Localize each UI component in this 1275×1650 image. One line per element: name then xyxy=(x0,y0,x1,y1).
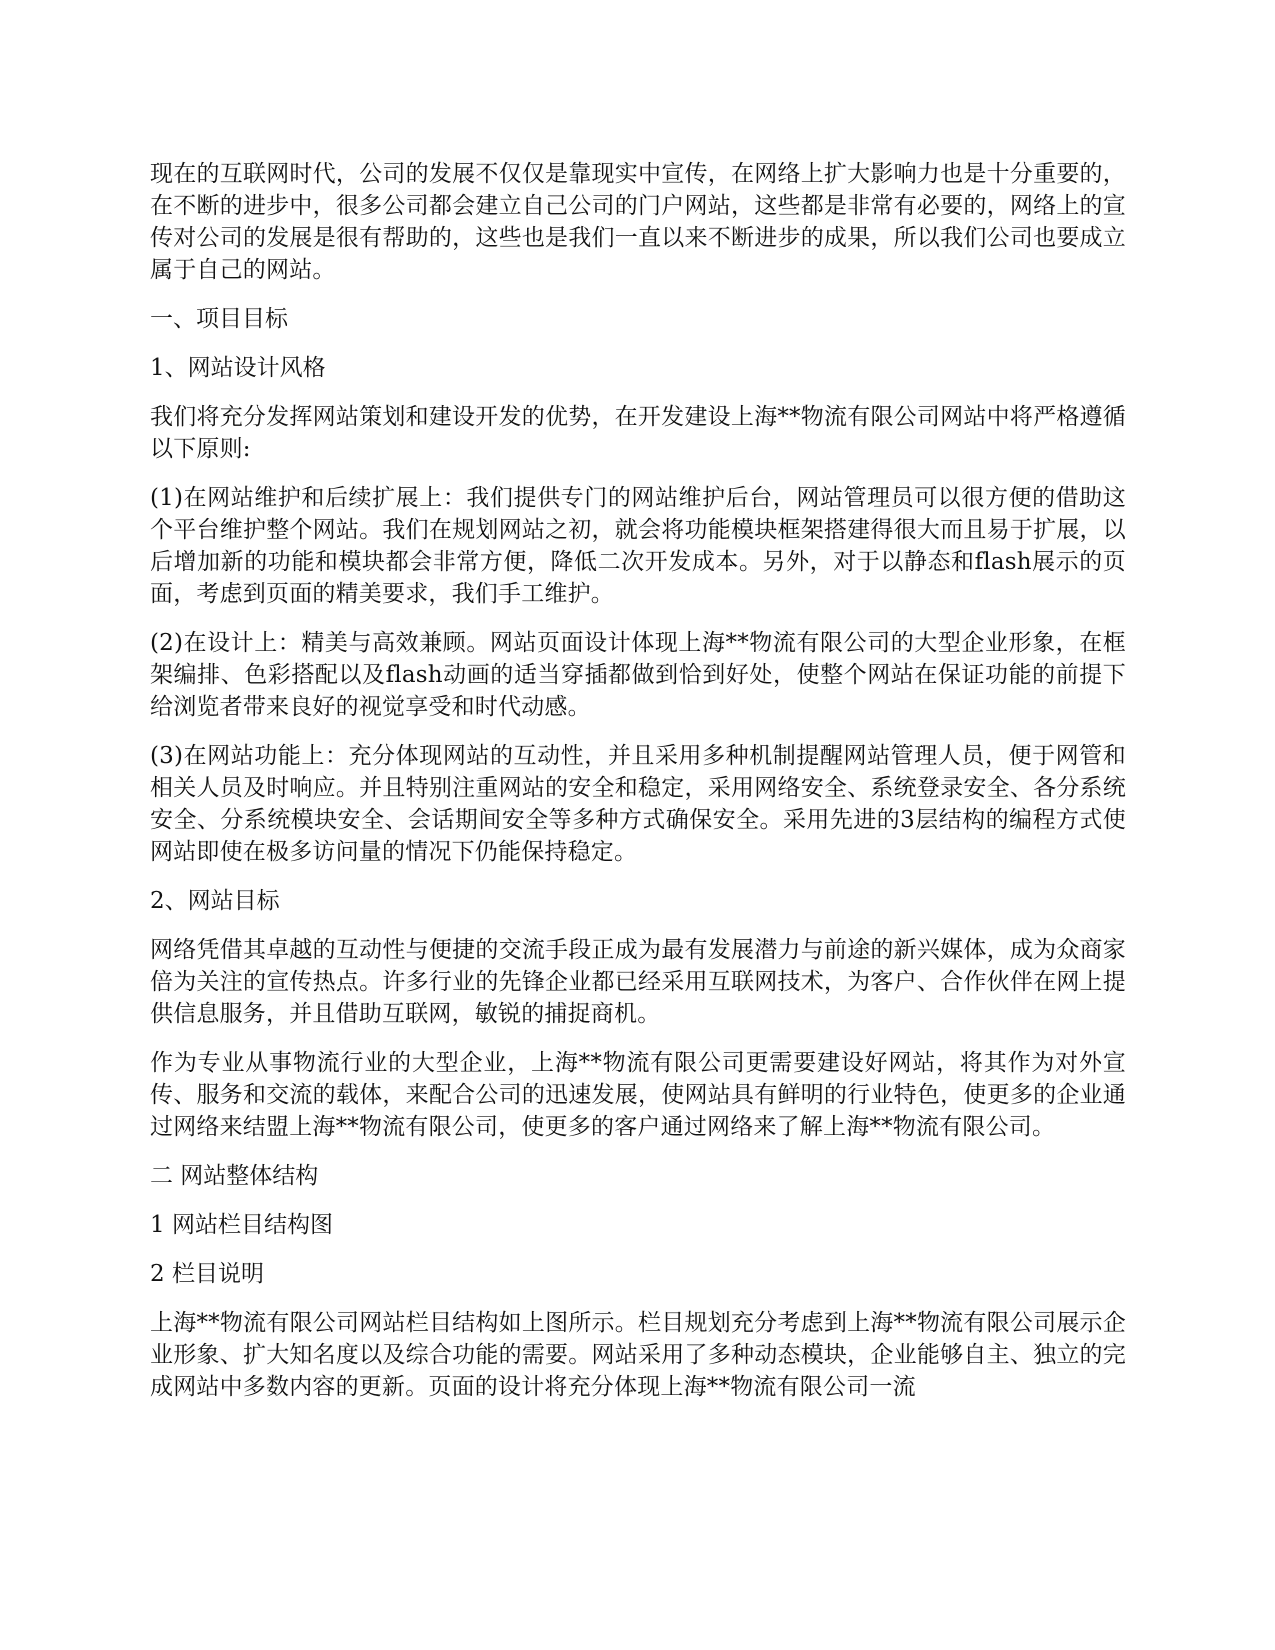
section1-heading: 一、项目目标 xyxy=(150,306,288,332)
section2-heading: 二 网站整体结构 xyxy=(150,1163,319,1189)
subsection1-heading: 1、网站设计风格 xyxy=(150,355,326,381)
structure-2-heading: 2 栏目说明 xyxy=(150,1261,264,1287)
point-2-paragraph: (2)在设计上：精美与高效兼顾。网站页面设计体现上海**物流有限公司的大型企业形象，在框架编排、色彩搭配以及flash动画的适当穿插都做到恰到好处，使整个网站在保证功能的前提下给浏览者带来良好的视觉享受和时代动感。 xyxy=(150,630,1126,720)
subsection1-intro: 我们将充分发挥网站策划和建设开发的优势，在开发建设上海**物流有限公司网站中将严格遵循以下原则: xyxy=(150,404,1126,462)
structure-1-heading: 1 网站栏目结构图 xyxy=(150,1212,333,1238)
structure-description-paragraph: 上海**物流有限公司网站栏目结构如上图所示。栏目规划充分考虑到上海**物流有限公司展示企业形象、扩大知名度以及综合功能的需要。网站采用了多种动态模块，企业能够自主、独立的完成网站中多数内容的更新。页面的设计将充分体现上海**物流有限公司一流 xyxy=(150,1310,1126,1400)
subsection2-heading: 2、网站目标 xyxy=(150,888,280,914)
point-3-paragraph: (3)在网站功能上：充分体现网站的互动性，并且采用多种机制提醒网站管理人员，便于网管和相关人员及时响应。并且特别注重网站的安全和稳定，采用网络安全、系统登录安全、各分系统安全、分系统模块安全、会话期间安全等多种方式确保安全。采用先进的3层结构的编程方式使网站即使在极多访问量的情况下仍能保持稳定。 xyxy=(150,743,1126,865)
goal-1-paragraph: 网络凭借其卓越的互动性与便捷的交流手段正成为最有发展潜力与前途的新兴媒体，成为众商家倍为关注的宣传热点。许多行业的先锋企业都已经采用互联网技术，为客户、合作伙伴在网上提供信息服务，并且借助互联网，敏锐的捕捉商机。 xyxy=(150,937,1126,1027)
document-page xyxy=(150,158,1126,1420)
intro-paragraph: 现在的互联网时代，公司的发展不仅仅是靠现实中宣传，在网络上扩大影响力也是十分重要的，在不断的进步中，很多公司都会建立自己公司的门户网站，这些都是非常有必要的，网络上的宣传对公司的发展是很有帮助的，这些也是我们一直以来不断进步的成果，所以我们公司也要成立属于自己的网站。 xyxy=(150,161,1126,283)
point-1-paragraph: (1)在网站维护和后续扩展上：我们提供专门的网站维护后台，网站管理员可以很方便的借助这个平台维护整个网站。我们在规划网站之初，就会将功能模块框架搭建得很大而且易于扩展，以后增加新的功能和模块都会非常方便，降低二次开发成本。另外，对于以静态和flash展示的页面，考虑到页面的精美要求，我们手工维护。 xyxy=(150,485,1126,607)
goal-2-paragraph: 作为专业从事物流行业的大型企业，上海**物流有限公司更需要建设好网站，将其作为对外宣传、服务和交流的载体，来配合公司的迅速发展，使网站具有鲜明的行业特色，使更多的企业通过网络来结盟上海**物流有限公司，使更多的客户通过网络来了解上海**物流有限公司。 xyxy=(150,1050,1126,1140)
